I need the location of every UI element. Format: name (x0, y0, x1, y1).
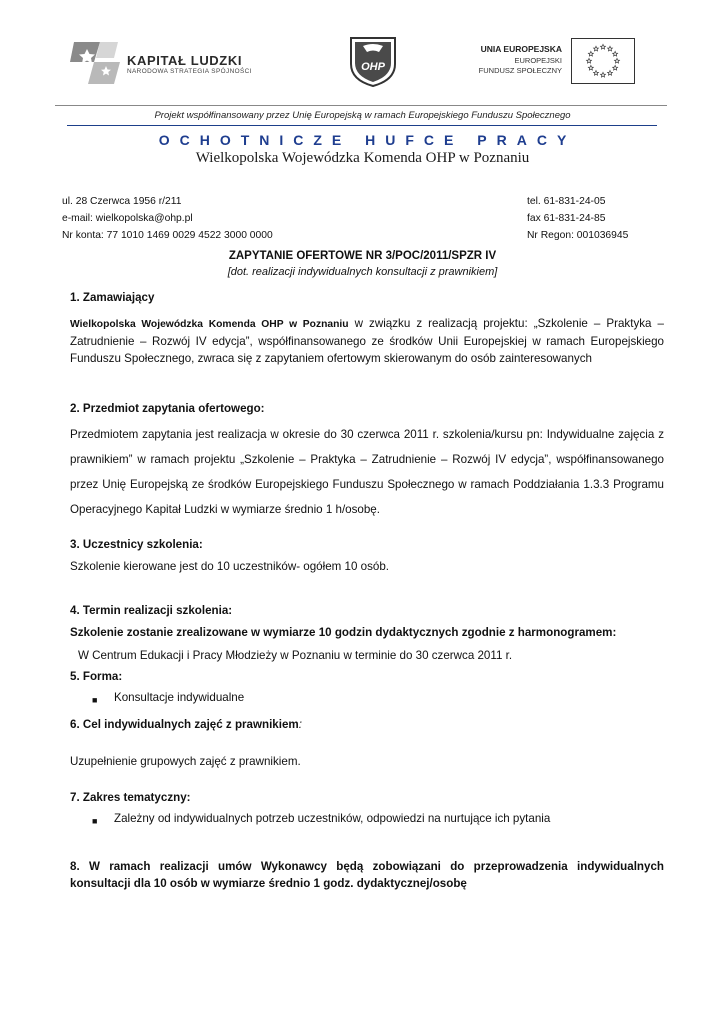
eu-star-icon (594, 46, 599, 51)
kapital-ludzki-emblem-icon (70, 40, 122, 86)
document-title: ZAPYTANIE OFERTOWE NR 3/POC/2011/SPZR IV (228, 250, 497, 262)
ohp-logo (345, 34, 401, 88)
eu-logo-line3: FUNDUSZ SPOŁECZNY (478, 66, 562, 75)
section-2-heading: 2. Przedmiot zapytania ofertowego: (70, 402, 265, 415)
eu-star-icon (588, 51, 593, 56)
organization-subtitle: Wielkopolska Wojewódzka Komenda OHP w Poznaniu (195, 150, 530, 166)
eu-logo-line2: EUROPEJSKI (514, 56, 562, 65)
kapital-ludzki-logo (70, 40, 280, 86)
eu-flag-icon (571, 38, 635, 84)
address: ul. 28 Czerwca 1956 r/211 (62, 196, 182, 207)
section-7-bullet (70, 812, 664, 830)
section-3-text: Szkolenie kierowane jest do 10 uczestników- ogółem 10 osób. (70, 560, 390, 573)
section-4-heading: 4. Termin realizacji szkolenia: (70, 604, 233, 617)
section-7-bullet-text: Zależny od indywidualnych potrzeb uczestników, odpowiedzi na nurtujące ich pytania (114, 812, 551, 825)
section-1-org: Wielkopolska Wojewódzka Komenda OHP w Poznaniu (70, 319, 349, 330)
eu-star-icon (601, 72, 606, 77)
section-7-heading: 7. Zakres tematyczny: (70, 791, 191, 804)
eu-star-icon (608, 71, 613, 76)
eu-star-icon (594, 71, 599, 76)
eu-star-icon (587, 58, 592, 63)
document-body (70, 290, 664, 892)
section-1-body: w związku z realizacją projektu: „Szkolenie – Praktyka – Zatrudnienie – Rozwój IV edycja”, współfinansowanego ze środków Unii Europejskiej w ramach Europejskiego Funduszu Społecznego, zwraca się z zapytaniem ofertowym skierowanym do osób zainteresowanych (70, 317, 664, 365)
cofinance-note: Projekt współfinansowany przez Unię Europejską w ramach Europejskiego Funduszu Społecznego (154, 110, 571, 121)
eu-star-icon (613, 51, 618, 56)
ohp-logo-text: OHP (361, 61, 385, 73)
organization-name: OCHOTNICZE HUFCE PRACY (158, 132, 577, 148)
bullet-square-icon: ■ (92, 816, 98, 826)
phone: tel. 61-831-24-05 (527, 196, 606, 207)
ohp-shield-icon (345, 34, 401, 88)
bank-account: Nr konta: 77 1010 1469 0029 4522 3000 0000 (62, 230, 273, 241)
eu-star-icon (608, 46, 613, 51)
section-3-heading: 3. Uczestnicy szkolenia: (70, 538, 203, 551)
eu-star-icon (588, 65, 593, 70)
section-4-bold-text: Szkolenie zostanie zrealizowane w wymiarze 10 godzin dydaktycznych zgodnie z harmonogramem: (70, 626, 617, 639)
section-2-text: Przedmiotem zapytania jest realizacja w okresie do 30 czerwca 2011 r. szkolenia/kursu pn: Indywidualne zajęcia z prawnikiem” w ramach projektu „Szkolenie – Praktyka – Zatrudnienie – Rozwój IV edycja”, współfinansowanego przez Unię Europejską ze środków Europejskiego Funduszu Społecznego w ramach Poddziałania 1.3.3 Programu Operacyjnego Kapitał Ludzki w wymiarze średnio 1 h/osobę. (70, 428, 664, 516)
kapital-ludzki-title: KAPITAŁ LUDZKI (127, 53, 243, 68)
bullet-square-icon: ■ (92, 695, 98, 705)
fax: fax 61-831-24-85 (527, 213, 606, 224)
section-1-heading: 1. Zamawiający (70, 291, 155, 304)
eu-logo (470, 38, 635, 86)
section-1-text (70, 315, 664, 367)
section-4-text: W Centrum Edukacji i Pracy Młodzieży w Poznaniu w terminie do 30 czerwca 2011 r. (78, 649, 513, 662)
email-link[interactable]: e-mail: wielkopolska@ohp.pl (62, 213, 193, 224)
section-6-heading-colon: : (298, 718, 302, 731)
section-6-text: Uzupełnienie grupowych zajęć z prawnikiem. (70, 755, 301, 768)
regon: Nr Regon: 001036945 (527, 230, 629, 241)
contact-block (62, 193, 642, 244)
section-6-heading (70, 717, 664, 733)
document-subtitle: [dot. realizacji indywidualnych konsultacji z prawnikiem] (227, 266, 498, 278)
eu-logo-title: UNIA EUROPEJSKA (480, 44, 562, 54)
kapital-ludzki-subtitle: NARODOWA STRATEGIA SPÓJNOŚCI (127, 68, 252, 75)
eu-star-icon (615, 58, 620, 63)
header-divider-blue (67, 125, 657, 126)
section-5-bullet (70, 691, 664, 709)
section-5-heading: 5. Forma: (70, 670, 123, 683)
section-5-bullet-text: Konsultacje indywidualne (114, 691, 245, 704)
eu-star-icon (601, 44, 606, 49)
eu-star-icon (613, 65, 618, 70)
section-8-text: 8. W ramach realizacji umów Wykonawcy będą zobowiązani do przeprowadzenia indywidualnych konsultacji dla 10 osób w wymiarze średnio 1 godz. dydaktycznej/osobę (70, 860, 664, 890)
section-6-heading-text: 6. Cel indywidualnych zajęć z prawnikiem (70, 718, 299, 731)
header-divider (55, 105, 667, 106)
